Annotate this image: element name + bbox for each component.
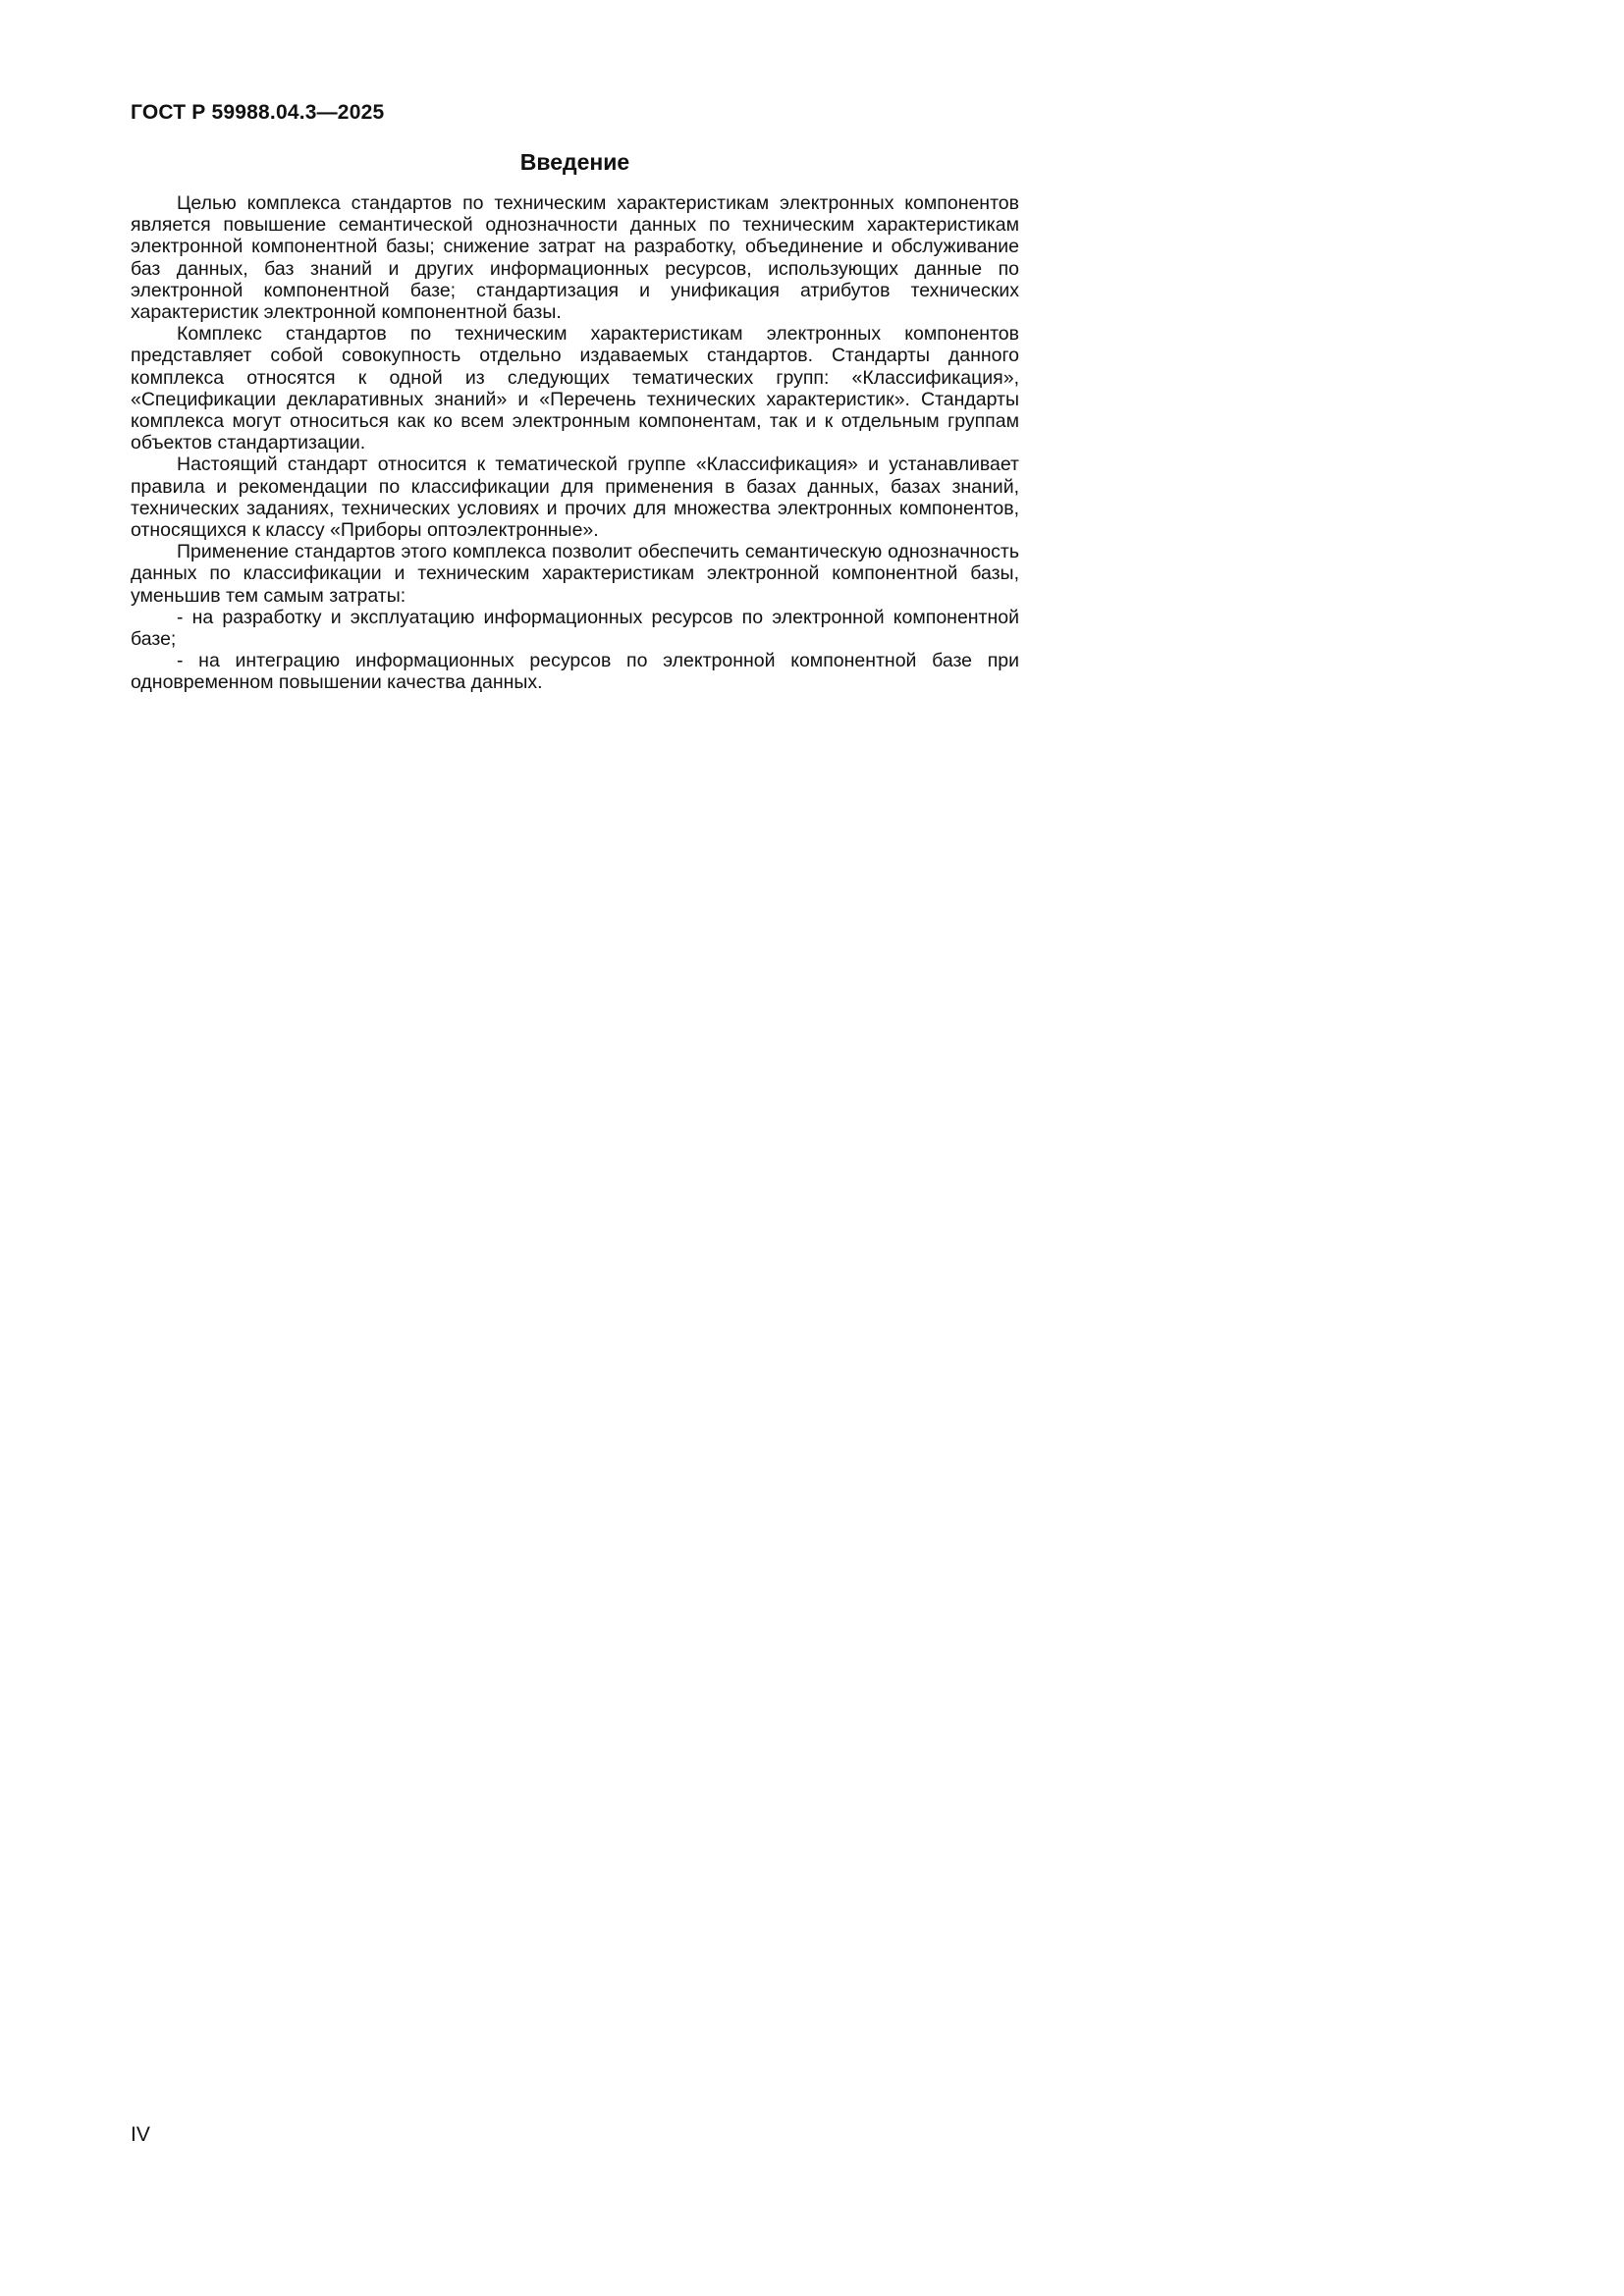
paragraph: Комплекс стандартов по техническим характеристикам электронных компонентов представляет собой совокупность отдельно издаваемых стандартов. Стандарты данного комплекса относятся к одной из следующих тематических групп: «Классификация», «Спецификации декларативных знаний» и «Перечень технических характеристик». Стандарты комплекса могут относиться как ко всем электронным компонентам, так и к отдельным группам объектов стандартизации.: [131, 323, 1019, 454]
page-number: IV: [131, 2123, 150, 2146]
list-item: - на интеграцию информационных ресурсов по электронной компонентной базе при одновременном повышении качества данных.: [131, 650, 1019, 694]
standard-designation: ГОСТ Р 59988.04.3—2025: [131, 101, 385, 124]
list-item: - на разработку и эксплуатацию информационных ресурсов по электронной компонентной базе;: [131, 606, 1019, 651]
paragraph: Применение стандартов этого комплекса позволит обеспечить семантическую однозначность данных по классификации и техническим характеристикам электронной компонентной базы, уменьшив тем самым затраты:: [131, 541, 1019, 607]
introduction-text: [131, 192, 1019, 694]
page-title: Введение: [519, 149, 630, 175]
paragraph: Целью комплекса стандартов по техническим характеристикам электронных компонентов является повышение семантической однозначности данных по техническим характеристикам электронной компонентной базы; снижение затрат на разработку, объединение и обслуживание баз данных, баз знаний и других информационных ресурсов, использующих данные по электронной компонентной базе; стандартизация и унификация атрибутов технических характеристик электронной компонентной базы.: [131, 192, 1019, 324]
paragraph: Настоящий стандарт относится к тематической группе «Классификация» и устанавливает правила и рекомендации по классификации для применения в базах данных, базах знаний, технических заданиях, технических условиях и прочих для множества электронных компонентов, относящихся к классу «Приборы оптоэлектронные».: [131, 454, 1019, 542]
